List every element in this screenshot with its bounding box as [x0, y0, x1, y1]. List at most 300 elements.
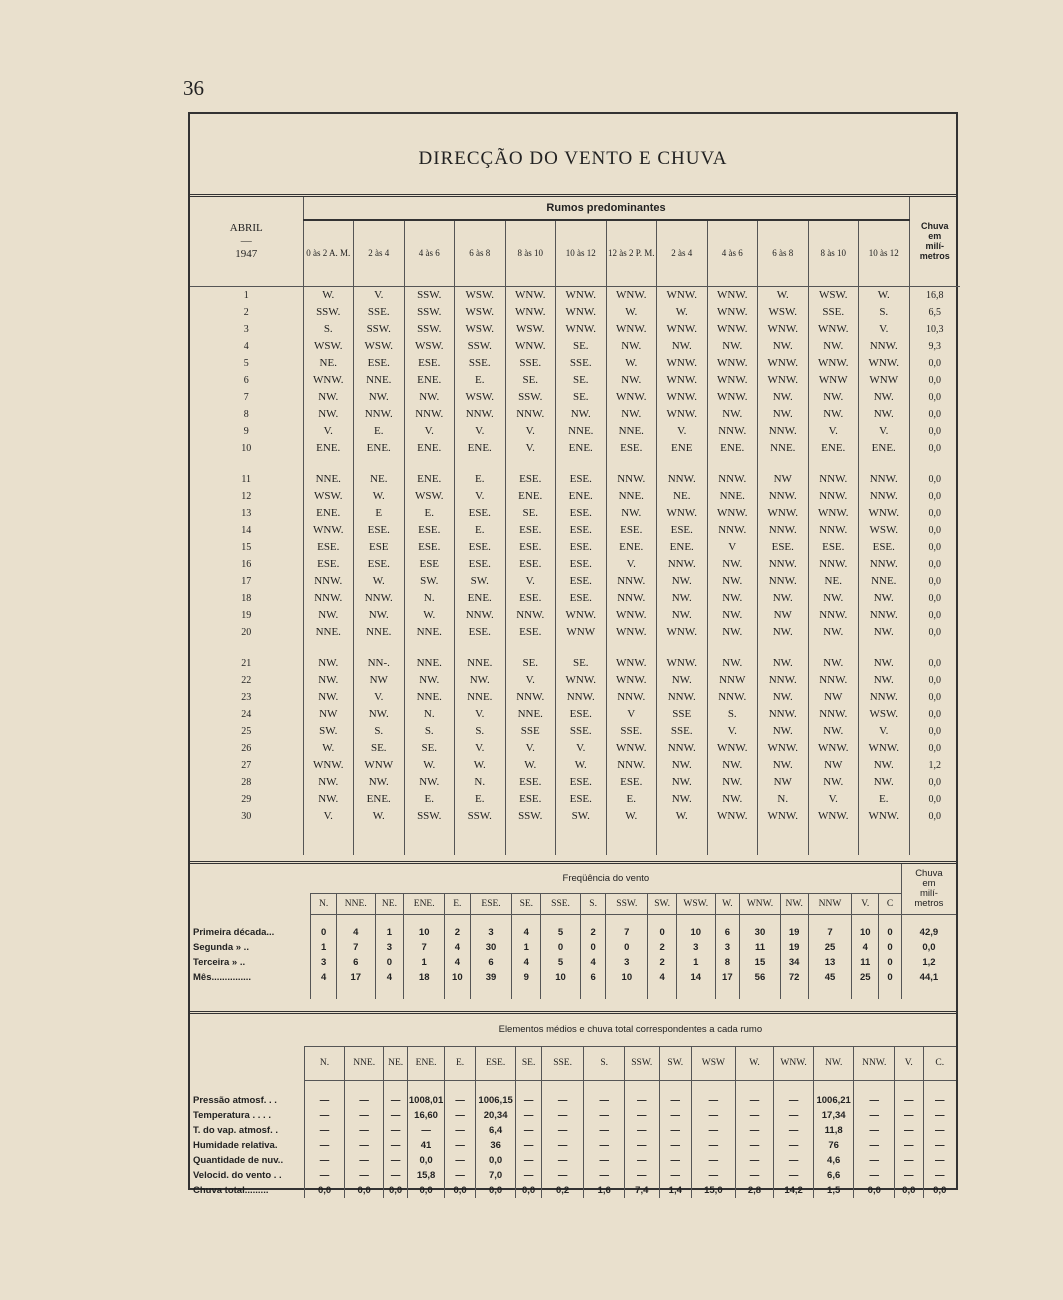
direction-cell: V. — [707, 723, 758, 740]
direction-cell: WNW. — [758, 808, 809, 825]
day-number: 20 — [241, 626, 252, 638]
element-cell: — — [659, 1153, 691, 1168]
direction-cell: ENE. — [354, 440, 405, 457]
direction-cell: NW. — [303, 607, 354, 624]
direction-cell: ESE. — [354, 556, 405, 573]
frequency-column-header: NNE. — [337, 894, 376, 915]
rain-cell: 0,0 — [909, 723, 960, 740]
direction-cell: NNW. — [505, 406, 556, 423]
direction-cell: ESE — [354, 539, 405, 556]
direction-cell: E — [354, 505, 405, 522]
table-row — [190, 1138, 956, 1153]
rain-cell: 0,0 — [909, 607, 960, 624]
direction-cell: V. — [505, 440, 556, 457]
elements-column-header: NNW. — [854, 1046, 895, 1080]
direction-cell: NNW. — [404, 406, 455, 423]
rain-cell: 0,0 — [909, 808, 960, 825]
period-header: 0 às 2 A. M. — [303, 220, 354, 286]
frequency-cell: 5 — [541, 925, 581, 940]
direction-cell: WSW. — [859, 706, 910, 723]
direction-cell: E. — [455, 372, 506, 389]
direction-cell: WNW. — [303, 522, 354, 539]
element-cell: — — [625, 1093, 660, 1108]
element-cell: — — [305, 1123, 345, 1138]
direction-cell: SE. — [505, 655, 556, 672]
day-number: 5 — [243, 357, 249, 369]
frequency-cell: 3 — [677, 940, 716, 955]
frequency-cell: 17 — [337, 970, 376, 985]
direction-cell: V. — [455, 706, 506, 723]
direction-cell: NW. — [707, 590, 758, 607]
direction-cell: SW. — [404, 573, 455, 590]
element-cell: — — [659, 1123, 691, 1138]
element-cell: — — [541, 1138, 584, 1153]
frequency-cell: 34 — [780, 955, 808, 970]
direction-cell: NNW. — [758, 672, 809, 689]
direction-cell: NW. — [657, 774, 708, 791]
rain-cell: 0,0 — [909, 423, 960, 440]
element-cell: — — [305, 1108, 345, 1123]
direction-cell: WNW. — [657, 355, 708, 372]
period-header: 2 às 4 — [354, 220, 405, 286]
elements-column-header: S. — [584, 1046, 625, 1080]
frequency-cell: 1 — [311, 940, 337, 955]
table-row — [190, 355, 960, 372]
direction-cell: NW — [303, 706, 354, 723]
frequency-cell: 10 — [852, 925, 879, 940]
day-number: 25 — [241, 725, 252, 737]
direction-cell: NW. — [808, 590, 859, 607]
element-cell: — — [923, 1168, 956, 1183]
element-cell: — — [541, 1123, 584, 1138]
direction-cell: NE. — [808, 573, 859, 590]
table-row — [190, 1123, 956, 1138]
frequency-cell: 0 — [648, 925, 677, 940]
element-cell: — — [735, 1108, 774, 1123]
direction-cell: NNW. — [657, 556, 708, 573]
element-cell: — — [584, 1168, 625, 1183]
direction-cell: NW. — [707, 338, 758, 355]
direction-cell: NW. — [303, 689, 354, 706]
direction-cell: NNW. — [859, 338, 910, 355]
direction-cell: WNW. — [657, 655, 708, 672]
direction-cell: NW. — [404, 774, 455, 791]
direction-cell: NNW. — [606, 757, 657, 774]
direction-cell: E. — [859, 791, 910, 808]
frequency-column-header: C — [879, 894, 902, 915]
element-cell: 0,2 — [541, 1183, 584, 1198]
frequency-column-header: SSW. — [606, 894, 648, 915]
direction-cell: W. — [354, 573, 405, 590]
direction-cell: ESE. — [556, 522, 607, 539]
element-cell: — — [923, 1108, 956, 1123]
frequency-cell: 72 — [780, 970, 808, 985]
direction-cell: NW. — [707, 655, 758, 672]
element-cell: 7,0 — [475, 1168, 516, 1183]
direction-cell: NNW. — [707, 522, 758, 539]
direction-cell: SSW. — [404, 808, 455, 825]
direction-cell: V. — [354, 689, 405, 706]
frequency-cell: 4 — [580, 955, 606, 970]
element-cell: — — [625, 1168, 660, 1183]
direction-cell: NW. — [758, 624, 809, 641]
table-row — [190, 672, 960, 689]
direction-cell: NW. — [707, 556, 758, 573]
table-row — [190, 573, 960, 590]
direction-cell: WNW. — [657, 624, 708, 641]
row-label: Mês............... — [193, 972, 252, 983]
direction-cell: ESE. — [606, 522, 657, 539]
frequency-cell: 6 — [337, 955, 376, 970]
direction-cell: E. — [455, 791, 506, 808]
direction-cell: NW. — [758, 757, 809, 774]
element-cell: — — [445, 1153, 475, 1168]
direction-cell: WNW. — [859, 740, 910, 757]
frequency-cell: 4 — [337, 925, 376, 940]
direction-cell: V. — [859, 723, 910, 740]
direction-cell: W. — [354, 808, 405, 825]
direction-cell: ESE. — [505, 624, 556, 641]
elements-column-header: SW. — [659, 1046, 691, 1080]
frequency-cell: 0 — [541, 940, 581, 955]
direction-cell: NW. — [404, 672, 455, 689]
table-row — [190, 723, 960, 740]
frequency-cell: 11 — [740, 940, 781, 955]
rain-cell: 0,0 — [909, 556, 960, 573]
element-cell: 0,0 — [923, 1183, 956, 1198]
direction-cell: SW. — [556, 808, 607, 825]
direction-cell: NNW. — [758, 423, 809, 440]
frequency-rain-header: Chuva em milí- metros — [901, 864, 956, 915]
rain-header: Chuva em milí- metros — [909, 197, 960, 286]
rain-cell: 0,0 — [909, 774, 960, 791]
direction-cell: ESE. — [505, 556, 556, 573]
frequency-cell: 3 — [311, 955, 337, 970]
direction-cell: E. — [606, 791, 657, 808]
direction-cell: SSW. — [303, 304, 354, 321]
day-number: 4 — [243, 340, 249, 352]
elements-column-header: WSW — [692, 1046, 736, 1080]
element-cell: — — [774, 1138, 814, 1153]
direction-cell: NNE. — [303, 624, 354, 641]
direction-cell: NNE. — [404, 624, 455, 641]
direction-cell: SE. — [556, 655, 607, 672]
direction-cell: W. — [657, 808, 708, 825]
element-cell: — — [516, 1108, 541, 1123]
day-number: 18 — [241, 592, 252, 604]
direction-cell: ESE. — [556, 539, 607, 556]
frequency-cell: 10 — [404, 925, 445, 940]
frequency-cell: 15 — [740, 955, 781, 970]
direction-cell: WNW. — [606, 607, 657, 624]
direction-cell: NW. — [707, 791, 758, 808]
direction-cell: WNW — [859, 372, 910, 389]
table-row — [190, 286, 960, 304]
frequency-section — [190, 861, 956, 1000]
direction-cell: S. — [404, 723, 455, 740]
direction-cell: NW. — [303, 655, 354, 672]
direction-cell: NW. — [556, 406, 607, 423]
element-cell: — — [735, 1168, 774, 1183]
element-cell: 6,4 — [475, 1123, 516, 1138]
element-cell: — — [584, 1153, 625, 1168]
element-cell: 1,5 — [813, 1183, 854, 1198]
direction-cell: W. — [556, 757, 607, 774]
direction-cell: NNW. — [707, 689, 758, 706]
element-cell: 16,60 — [407, 1108, 445, 1123]
direction-cell: NW — [808, 689, 859, 706]
rain-cell: 0,0 — [909, 488, 960, 505]
element-cell: — — [854, 1123, 895, 1138]
direction-cell: NNW. — [758, 488, 809, 505]
elements-column-header: E. — [445, 1046, 475, 1080]
table-row — [190, 423, 960, 440]
frequency-table — [190, 864, 956, 1000]
direction-cell: S. — [707, 706, 758, 723]
direction-cell: ESE. — [556, 556, 607, 573]
bottom-gap — [190, 825, 960, 855]
table-row — [190, 655, 960, 672]
element-cell: 2,8 — [735, 1183, 774, 1198]
direction-cell: SSW. — [354, 321, 405, 338]
direction-cell: WNW. — [758, 505, 809, 522]
direction-cell: SSW. — [455, 808, 506, 825]
direction-cell: WNW. — [808, 740, 859, 757]
direction-cell: ESE. — [657, 522, 708, 539]
frequency-cell: 0 — [311, 925, 337, 940]
element-cell: — — [516, 1138, 541, 1153]
direction-cell: NW. — [859, 624, 910, 641]
frequency-cell: 0 — [606, 940, 648, 955]
element-cell: 0,0 — [384, 1183, 407, 1198]
element-cell: — — [407, 1123, 445, 1138]
direction-cell: ENE. — [404, 471, 455, 488]
direction-cell: SE. — [505, 372, 556, 389]
direction-cell: NW. — [657, 607, 708, 624]
direction-cell: WSW. — [859, 522, 910, 539]
frequency-cell: 6 — [580, 970, 606, 985]
frequency-column-header: V. — [852, 894, 879, 915]
direction-cell: NNW. — [808, 471, 859, 488]
direction-cell: ENE. — [404, 372, 455, 389]
direction-cell: NNW. — [808, 488, 859, 505]
frequency-cell: 4 — [852, 940, 879, 955]
element-cell: 1006,21 — [813, 1093, 854, 1108]
direction-cell: NW. — [354, 389, 405, 406]
direction-cell: WNW. — [707, 355, 758, 372]
table-row — [190, 791, 960, 808]
frequency-column-header: SW. — [648, 894, 677, 915]
element-cell: 17,34 — [813, 1108, 854, 1123]
direction-cell: V — [606, 706, 657, 723]
element-cell: — — [305, 1093, 345, 1108]
direction-cell: V. — [303, 423, 354, 440]
frequency-cell: 18 — [404, 970, 445, 985]
element-cell: — — [344, 1093, 384, 1108]
frequency-cell: 5 — [541, 955, 581, 970]
frequency-cell: 10 — [445, 970, 471, 985]
period-header: 6 às 8 — [758, 220, 809, 286]
direction-cell: NW — [808, 757, 859, 774]
direction-cell: WNW. — [758, 321, 809, 338]
element-cell: — — [445, 1168, 475, 1183]
table-row — [190, 539, 960, 556]
direction-cell: NNW. — [859, 488, 910, 505]
element-cell: — — [854, 1108, 895, 1123]
direction-cell: WNW — [556, 624, 607, 641]
direction-cell: ESE. — [859, 539, 910, 556]
row-label: Quantidade de nuv.. — [193, 1154, 284, 1166]
direction-cell: SSE. — [455, 355, 506, 372]
table-row — [190, 1168, 956, 1183]
direction-cell: ESE. — [455, 556, 506, 573]
direction-cell: NNW. — [808, 706, 859, 723]
direction-cell: NW. — [354, 607, 405, 624]
table-row — [190, 740, 960, 757]
element-cell: — — [384, 1168, 407, 1183]
direction-cell: NW. — [707, 607, 758, 624]
direction-cell: V. — [455, 488, 506, 505]
element-cell: — — [305, 1153, 345, 1168]
table-row — [190, 1108, 956, 1123]
direction-cell: NNW. — [556, 689, 607, 706]
direction-cell: ENE — [657, 440, 708, 457]
frequency-column-header: E. — [445, 894, 471, 915]
direction-cell: ENE. — [606, 539, 657, 556]
direction-cell: N. — [758, 791, 809, 808]
element-cell: 14,2 — [774, 1183, 814, 1198]
rain-cell: 0,0 — [909, 689, 960, 706]
wind-direction-table — [190, 197, 960, 855]
direction-cell: NW. — [859, 757, 910, 774]
frequency-cell: 19 — [780, 925, 808, 940]
table-row — [190, 505, 960, 522]
frequency-cell: 56 — [740, 970, 781, 985]
direction-cell: NW. — [859, 590, 910, 607]
direction-cell: WNW. — [808, 321, 859, 338]
direction-cell: ESE. — [303, 556, 354, 573]
element-cell: — — [923, 1153, 956, 1168]
period-header: 8 às 10 — [505, 220, 556, 286]
element-cell: — — [516, 1093, 541, 1108]
direction-cell: NW. — [808, 774, 859, 791]
element-cell: — — [445, 1108, 475, 1123]
direction-cell: E. — [404, 791, 455, 808]
direction-cell: NNE. — [606, 423, 657, 440]
direction-cell: SE. — [556, 389, 607, 406]
direction-cell: SSE. — [505, 355, 556, 372]
frequency-cell: 4 — [512, 925, 541, 940]
direction-cell: NW. — [758, 389, 809, 406]
row-label: Temperatura . . . . — [193, 1109, 271, 1121]
direction-cell: WSW. — [455, 286, 506, 304]
direction-cell: NNW. — [758, 573, 809, 590]
day-number: 3 — [243, 323, 249, 335]
table-row — [190, 590, 960, 607]
element-cell: 0,0 — [516, 1183, 541, 1198]
direction-cell: NW. — [758, 655, 809, 672]
element-cell: — — [625, 1153, 660, 1168]
frequency-cell: 1 — [512, 940, 541, 955]
direction-cell: NNW. — [455, 406, 506, 423]
element-cell: 0,0 — [475, 1153, 516, 1168]
direction-cell: V. — [505, 740, 556, 757]
direction-cell: NNE. — [455, 655, 506, 672]
direction-cell: W. — [657, 304, 708, 321]
direction-cell: V. — [455, 740, 506, 757]
direction-cell: NNW. — [303, 573, 354, 590]
direction-cell: NNE. — [707, 488, 758, 505]
element-cell: 6,6 — [813, 1168, 854, 1183]
direction-cell: NNE. — [505, 706, 556, 723]
table-row — [190, 689, 960, 706]
day-number: 11 — [241, 473, 252, 485]
direction-cell: WNW — [808, 372, 859, 389]
rain-cell: 10,3 — [909, 321, 960, 338]
direction-cell: NW. — [606, 505, 657, 522]
table-row — [190, 522, 960, 539]
element-cell: 0,0 — [445, 1183, 475, 1198]
direction-cell: E. — [455, 522, 506, 539]
direction-cell: NNW. — [859, 689, 910, 706]
row-label: Primeira década... — [193, 927, 275, 938]
rain-cell: 0,0 — [909, 740, 960, 757]
element-cell: 1006,15 — [475, 1093, 516, 1108]
direction-cell: V. — [606, 556, 657, 573]
direction-cell: WSW. — [455, 321, 506, 338]
direction-cell: SW. — [303, 723, 354, 740]
row-label: Segunda » .. — [193, 942, 249, 953]
direction-cell: ENE. — [859, 440, 910, 457]
direction-cell: NW. — [808, 655, 859, 672]
direction-cell: WNW. — [505, 286, 556, 304]
frequency-cell: 4 — [445, 955, 471, 970]
direction-cell: NW. — [808, 389, 859, 406]
direction-cell: NNW. — [758, 706, 809, 723]
period-header: 4 às 6 — [707, 220, 758, 286]
element-cell: 20,34 — [475, 1108, 516, 1123]
elements-column-header: ESE. — [475, 1046, 516, 1080]
rain-cell: 0,0 — [909, 706, 960, 723]
direction-cell: W. — [455, 757, 506, 774]
frequency-cell: 4 — [375, 970, 404, 985]
direction-cell: WNW. — [707, 740, 758, 757]
frequency-column-header: S. — [580, 894, 606, 915]
element-cell: — — [625, 1138, 660, 1153]
frequency-column-header: SSE. — [541, 894, 581, 915]
element-cell: — — [692, 1093, 736, 1108]
element-cell: — — [923, 1093, 956, 1108]
element-cell: 0,0 — [305, 1183, 345, 1198]
direction-cell: NNW. — [606, 689, 657, 706]
direction-cell: SSW. — [505, 808, 556, 825]
table-row — [190, 607, 960, 624]
direction-cell: WNW. — [758, 372, 809, 389]
direction-cell: NE. — [354, 471, 405, 488]
elements-table — [190, 1014, 956, 1198]
direction-cell: NNW. — [455, 607, 506, 624]
frequency-cell: 8 — [715, 955, 740, 970]
table-row — [190, 556, 960, 573]
elements-column-header: SSW. — [625, 1046, 660, 1080]
frequency-cell: 0 — [879, 925, 902, 940]
direction-cell: NNW. — [859, 471, 910, 488]
direction-cell: NW. — [657, 590, 708, 607]
frequency-column-header: ESE. — [470, 894, 512, 915]
row-label: Pressão atmosf. . . — [193, 1094, 277, 1106]
direction-cell: WNW. — [556, 286, 607, 304]
direction-cell: NW. — [808, 406, 859, 423]
